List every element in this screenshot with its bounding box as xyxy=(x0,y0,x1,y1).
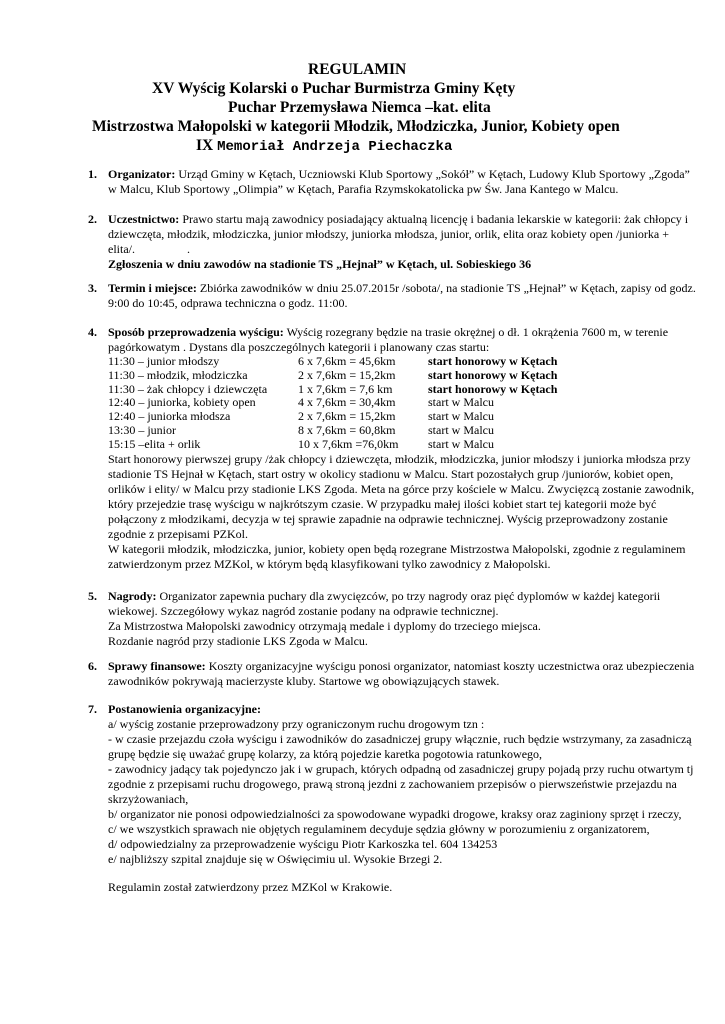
category-time: 15:15 –elita + orlik xyxy=(108,436,201,451)
section-text: Prawo startu mają zawodnicy posiadający aktualną licencję i badania lekarskie w kategorii: żak chłopcy i dziewczęta, młodzik, młodziczka, junior młodszy, juniorka młodsza, junior, orlik, elita oraz kobiety open /juniorka + elita/. xyxy=(108,212,689,256)
section-number: 4. xyxy=(88,325,97,339)
start-details: Start honorowy pierwszej grupy /żak chłopcy i dziewczęta, młodzik, młodziczka, junior młodszy i juniorka młodsza przy stadionie TS Hejnał w Kętach, start ostry w okolicy stadionu w Malcu. Start pozostałych grup /juniorów, kobiet open, orlików i elity/ w Malcu przy stadionie LKS Zgoda. Meta na górce przy kościele w Malcu. Zwycięzcą zostanie zawodnik, który przejedzie trasę wyścigu w najkrótszym czasie. W przypadku małej ilości kobiet start tej kategorii może być połączony z młodzikami, decyzja w tej sprawie zapadnie na odprawie technicznej. Wyścig przeprowadzony zostanie zgodnie z przepisami PZKol. xyxy=(108,451,695,541)
memorial-number: IX xyxy=(196,137,214,154)
rule-d: d/ odpowiedzialny za przeprowadzenie wyścigu Piotr Karkoszka tel. 604 134253 xyxy=(108,837,498,851)
section-number: 5. xyxy=(88,589,97,603)
category-time: 11:30 – junior młodszy xyxy=(108,354,220,368)
start-location: start w Malcu xyxy=(428,436,494,451)
section-date-place xyxy=(88,281,698,311)
rule-a-2-text: zawodnicy jadący tak pojedynczo jak i w grupach, których odpadną od zasadniczej grupy pojadą przy ruchu otwartym tj zgodnie z przepisami ruchu drogowego, prawą stroną jezdni z zachowaniem przepisów o pierwszeństwie przejazdu na skrzyżowaniach, xyxy=(108,762,694,806)
start-location: start w Malcu xyxy=(428,395,494,410)
section-number: 6. xyxy=(88,659,97,673)
section-text: Koszty organizacyjne wyścigu ponosi organizator, natomiast koszty uczestnictwa oraz ubezpieczenia zawodników pokrywają macierzyste kluby. Startowe wg obowiązujących stawek. xyxy=(108,659,695,688)
start-location: start honorowy w Kętach xyxy=(428,367,558,382)
section-label: Postanowienia organizacyjne: xyxy=(108,702,261,716)
start-location: start w Malcu xyxy=(428,422,494,437)
section-organizer xyxy=(88,167,698,197)
rule-a-2-dash: - xyxy=(108,762,112,776)
header-line-1: XV Wyścig Kolarski o Puchar Burmistrza Gminy Kęty xyxy=(152,80,516,97)
section-label: Nagrody: xyxy=(108,589,157,603)
distance-row xyxy=(108,396,557,410)
section-text: Urząd Gminy w Kętach, Uczniowski Klub Sportowy „Sokół” w Kętach, Ludowy Klub Sportowy „Zgoda” w Malcu, Klub Sportowy „Olimpia” w Kętach, Parafia Rzymskokatolicka pw Św. Jana Kantego w Malcu. xyxy=(108,167,690,196)
section-label: Uczestnictwo: xyxy=(108,212,180,226)
section-number: 1. xyxy=(88,167,97,181)
distance-row xyxy=(108,424,557,438)
distance-row xyxy=(108,369,557,383)
distance-row xyxy=(108,355,557,369)
distance-row xyxy=(108,383,557,397)
section-text: Wyścig rozegrany będzie na trasie okrężnej o dł. 1 okrążenia 7600 m, w terenie pagórkowatym . Dystans dla poszczególnych kategorii i planowany czas startu: xyxy=(108,325,669,354)
section-number: 7. xyxy=(88,702,97,716)
distance-table xyxy=(108,355,557,452)
section-participation xyxy=(88,212,698,272)
header-line-3: Mistrzostwa Małopolski w kategorii Młodzik, Młodziczka, Junior, Kobiety open xyxy=(92,118,620,135)
prizes-ceremony: Rozdanie nagród przy stadionie LKS Zgoda w Malcu. xyxy=(108,634,368,648)
rule-b: b/ organizator nie ponosi odpowiedzialności za spowodowane wypadki drogowe, kraksy oraz zaginiony sprzęt i rzeczy, xyxy=(108,807,682,821)
section-text: Organizator zapewnia puchary dla zwycięzców, po trzy nagrody oraz pięć dyplomów w każdej kategorii wiekowej. Szczegółowy wykaz nagród zostanie podany na odprawie technicznej. xyxy=(108,589,661,618)
section-label: Organizator: xyxy=(108,167,176,181)
stray-dot: . xyxy=(187,242,190,256)
distance: 6 x 7,6km = 45,6km xyxy=(298,354,396,368)
section-race-format xyxy=(88,325,698,572)
memorial-name: Memoriał Andrzeja Piechaczka xyxy=(217,139,453,155)
doc-title: REGULAMIN xyxy=(308,61,407,78)
category-time: 12:40 – juniorka, kobiety open xyxy=(108,395,256,410)
section-organizational xyxy=(88,702,698,867)
section-prizes xyxy=(88,589,698,649)
category-time: 11:30 – młodzik, młodziczka xyxy=(108,367,248,382)
registration-note: Zgłoszenia w dniu zawodów na stadionie TS „Hejnał” w Kętach, ul. Sobieskiego 36 xyxy=(108,257,532,271)
start-location: start w Malcu xyxy=(428,409,494,424)
category-time: 12:40 – juniorka młodsza xyxy=(108,409,231,424)
rule-a: a/ wyścig zostanie przeprowadzony przy ograniczonym ruchu drogowym tzn : xyxy=(108,717,485,731)
distance: 4 x 7,6km = 30,4km xyxy=(298,395,396,410)
approval-note: Regulamin został zatwierdzony przez MZKol w Krakowie. xyxy=(108,880,393,894)
rule-e: e/ najbliższy szpital znajduje się w Oświęcimiu ul. Wysokie Brzegi 2. xyxy=(108,852,443,866)
rule-a-1: - w czasie przejazdu czoła wyścigu i zawodników do zasadniczej grupy włącznie, ruch będzie wstrzymany, za zasadniczą grupę będzie się uważać grupę kolarzy, za którą pojedzie karetka pogotowia ratunkowego, xyxy=(108,732,692,761)
distance: 8 x 7,6km = 60,8km xyxy=(298,422,396,437)
section-number: 3. xyxy=(88,281,97,295)
start-location: start honorowy w Kętach xyxy=(428,381,558,396)
distance: 2 x 7,6km = 15,2km xyxy=(298,367,396,382)
rule-a-2 xyxy=(108,762,698,807)
distance: 1 x 7,6km = 7,6 km xyxy=(298,381,393,396)
section-finances xyxy=(88,659,698,689)
category-time: 11:30 – żak chłopcy i dziewczęta xyxy=(108,381,268,396)
prizes-championship: Za Mistrzostwa Małopolski zawodnicy otrzymają medale i dyplomy do trzeciego miejsca. xyxy=(108,619,541,633)
section-label: Sposób przeprowadzenia wyścigu: xyxy=(108,325,284,339)
distance-row xyxy=(108,410,557,424)
rule-c: c/ we wszystkich sprawach nie objętych regulaminem decyduje sędzia główny w porozumieniu z organizatorem, xyxy=(108,822,650,836)
distance: 10 x 7,6km =76,0km xyxy=(298,436,399,451)
section-label: Termin i miejsce: xyxy=(108,281,197,295)
section-label: Sprawy finansowe: xyxy=(108,659,206,673)
distance-row xyxy=(108,438,557,452)
header-line-2: Puchar Przemysława Niemca –kat. elita xyxy=(228,99,491,116)
category-time: 13:30 – junior xyxy=(108,422,176,437)
distance: 2 x 7,6km = 15,2km xyxy=(298,409,396,424)
header-line-4 xyxy=(196,137,452,155)
championship-note: W kategorii młodzik, młodziczka, junior, kobiety open będą rozegrane Mistrzostwa Małopolski, zgodnie z regulaminem zatwierdzonym przez MZKol, w którym będą klasyfikowani tylko zawodnicy z Małopolski. xyxy=(108,541,686,571)
start-location: start honorowy w Kętach xyxy=(428,354,558,368)
section-number: 2. xyxy=(88,212,97,226)
section-text: Zbiórka zawodników w dniu 25.07.2015r /sobota/, na stadionie TS „Hejnał” w Kętach, zapisy od godz. 9:00 do 10:45, odprawa techniczna o godz. 11:00. xyxy=(108,281,696,310)
